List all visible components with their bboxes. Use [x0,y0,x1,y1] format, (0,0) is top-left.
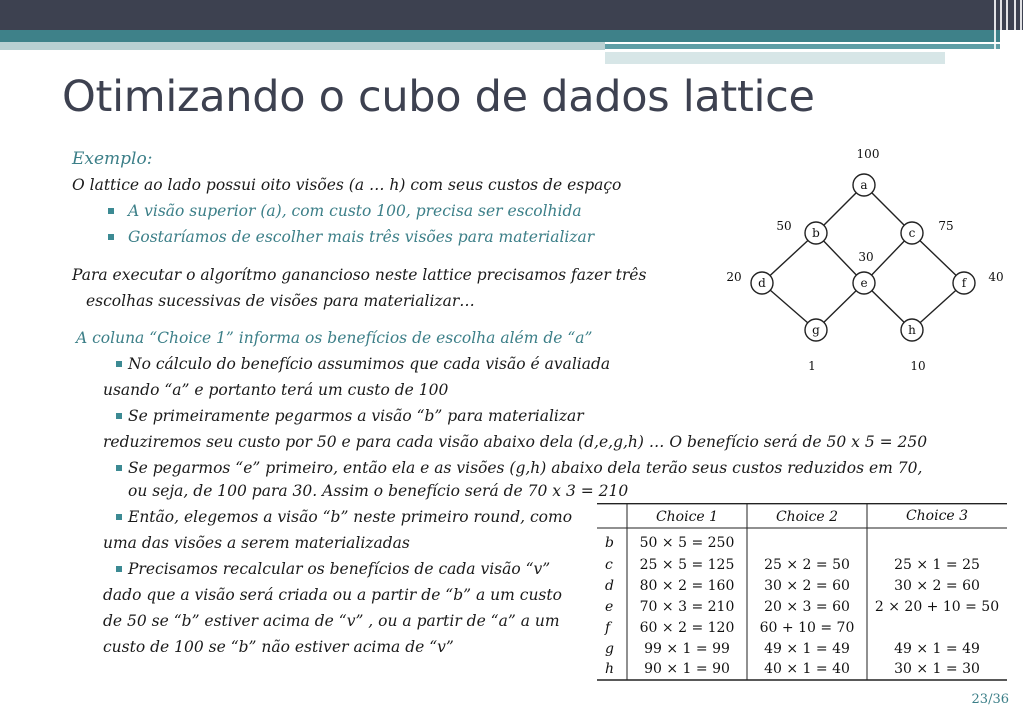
header-vertical-lines [990,0,1023,64]
header-choice-3: Choice 3 [905,508,969,524]
svg-text:h: h [908,323,916,337]
svg-text:49 × 1 = 49: 49 × 1 = 49 [764,641,850,657]
cost-label-c: 75 [938,219,954,233]
svg-text:2 × 20 + 10 = 50: 2 × 20 + 10 = 50 [874,599,1000,615]
lattice-node-g [805,319,827,341]
svg-text:40 × 1 = 40: 40 × 1 = 40 [764,661,850,677]
svg-text:g: g [812,323,820,337]
bullet-text: Se primeiramente pegarmos a visão “b” para materializar [128,407,584,425]
bullet-continuation: de 50 se “b” estiver acima de “v” , ou a partir de “a” a um [103,612,560,630]
top-bar [0,0,1023,30]
cost-label-g: 1 [808,359,816,373]
bullet-continuation: dado que a visão será criada ou a partir de “b” a um custo [103,586,562,604]
bullet-square [116,413,122,419]
bullet-continuation: ou seja, de 100 para 30. Assim o benefício será de 70 x 3 = 210 [128,482,629,500]
svg-text:a: a [860,178,868,192]
header-choice-1: Choice 1 [655,509,719,525]
table-row [605,535,734,551]
cost-label-b: 50 [776,219,792,233]
cost-label-e: 30 [858,250,874,264]
cost-label-f: 40 [988,270,1004,284]
svg-text:h: h [605,661,615,677]
bullet-text: No cálculo do benefício assumimos que cada visão é avaliada [128,355,611,373]
svg-text:c: c [908,226,916,240]
header-stripe-light [0,42,605,50]
svg-text:d: d [605,578,614,594]
bullet-square [116,566,122,572]
bullet-continuation: uma das visões a serem materializadas [103,534,410,552]
bullet-text: Gostaríamos de escolher mais três visões para materializar [128,228,595,246]
lattice-node-a [853,174,875,196]
table-row [605,641,980,657]
lattice-node-f [953,272,975,294]
svg-text:90 × 1 = 90: 90 × 1 = 90 [644,661,730,677]
header-stripe [0,30,1000,42]
table-row [604,620,854,636]
svg-text:60 + 10 = 70: 60 + 10 = 70 [759,620,855,636]
bullet-text: Se pegarmos “e” primeiro, então ela e as visões (g,h) abaixo dela terão seus custos reduzidos em 70, [128,459,923,477]
svg-text:30 × 2 = 60: 30 × 2 = 60 [764,578,850,594]
bullet-continuation: custo de 100 se “b” não estiver acima de “v” [103,638,454,656]
paragraph-line: escolhas sucessivas de visões para materializar… [86,292,475,310]
svg-text:99 × 1 = 99: 99 × 1 = 99 [644,641,730,657]
header-choice-2: Choice 2 [775,509,839,525]
cost-label-a: 100 [856,147,880,161]
svg-text:50 × 5 = 250: 50 × 5 = 250 [639,535,735,551]
bullet-text: A visão superior (a), com custo 100, precisa ser escolhida [128,202,582,220]
header-stripe-pale [605,52,945,64]
svg-text:e: e [860,276,868,290]
intro-line: O lattice ao lado possui oito visões (a … h) com seus custos de espaço [72,176,622,194]
choice-table [597,503,1007,683]
svg-text:d: d [758,276,766,290]
header-stripe-accent [605,44,1000,49]
bullet-square [108,208,114,214]
svg-text:30 × 2 = 60: 30 × 2 = 60 [894,578,980,594]
lattice-node-b [805,222,827,244]
svg-text:49 × 1 = 49: 49 × 1 = 49 [894,641,980,657]
paragraph-line: A coluna “Choice 1” informa os benefícios de escolha além de “a” [76,329,593,347]
svg-text:e: e [605,599,614,615]
svg-text:80 × 2 = 160: 80 × 2 = 160 [639,578,735,594]
svg-text:c: c [605,557,613,573]
svg-text:f: f [961,276,967,290]
svg-text:b: b [812,226,820,240]
paragraph-line: Para executar o algorítmo ganancioso neste lattice precisamos fazer três [72,266,647,284]
lattice-diagram [720,140,1020,380]
svg-text:20 × 3 = 60: 20 × 3 = 60 [764,599,850,615]
svg-text:25 × 5 = 125: 25 × 5 = 125 [639,557,735,573]
lattice-node-e [853,272,875,294]
table-row [605,661,980,677]
cost-label-h: 10 [910,359,926,373]
bullet-square [116,361,122,367]
svg-text:b: b [605,535,614,551]
svg-text:60 × 2 = 120: 60 × 2 = 120 [639,620,735,636]
cost-label-d: 20 [726,270,742,284]
bullet-continuation: usando “a” e portanto terá um custo de 100 [103,381,449,399]
table-row [605,557,980,573]
svg-text:f: f [605,620,611,636]
bullet-square [116,514,122,520]
svg-text:70 × 3 = 210: 70 × 3 = 210 [639,599,735,615]
svg-text:25 × 2 = 50: 25 × 2 = 50 [764,557,850,573]
bullet-square [116,465,122,471]
lattice-node-d [751,272,773,294]
example-label: Exemplo: [72,149,153,169]
bullet-continuation: reduziremos seu custo por 50 e para cada visão abaixo dela (d,e,g,h) … O benefício será de 50 x 5 = 250 [103,433,928,451]
slide-title: Otimizando o cubo de dados lattice [62,72,815,122]
table-row [605,599,999,615]
lattice-node-h [901,319,923,341]
svg-text:25 × 1 = 25: 25 × 1 = 25 [894,557,980,573]
bullet-square [108,234,114,240]
page-number: 23/36 [971,692,1009,707]
svg-text:g: g [605,641,614,657]
bullet-text: Precisamos recalcular os benefícios de cada visão “v” [128,560,551,578]
lattice-node-c [901,222,923,244]
svg-text:30 × 1 = 30: 30 × 1 = 30 [894,661,980,677]
bullet-text: Então, elegemos a visão “b” neste primeiro round, como [128,508,573,526]
table-row [605,578,980,594]
